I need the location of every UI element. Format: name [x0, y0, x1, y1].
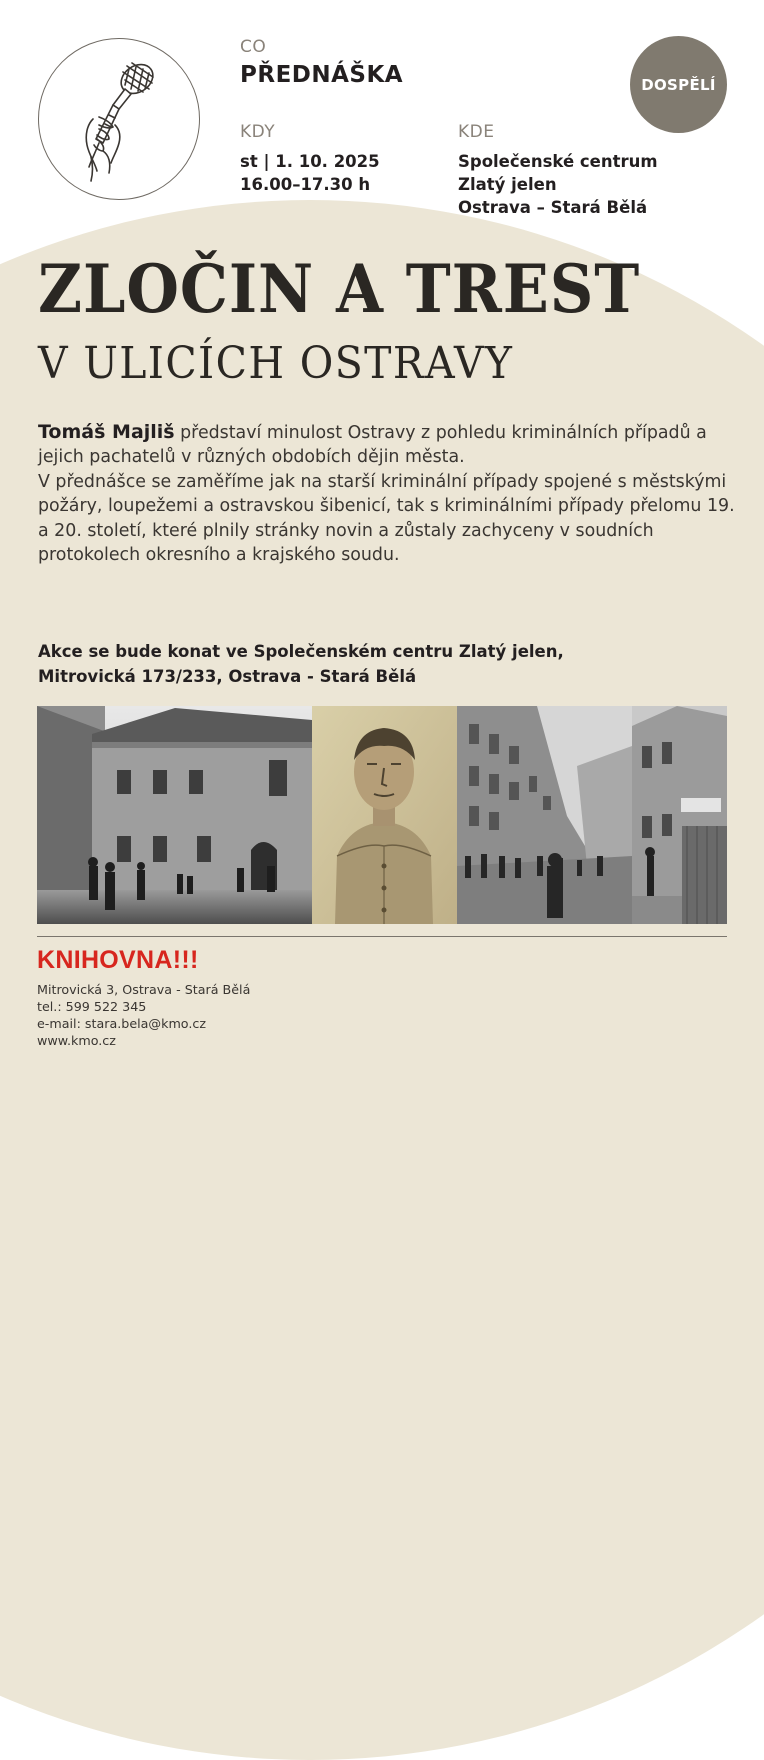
venue-info-line-2: Mitrovická 173/233, Ostrava - Stará Bělá [38, 666, 417, 686]
venue-info-line-1: Akce se bude konat ve Společenském centru Zlatý jelen, [38, 642, 564, 661]
venue-line-3: Ostrava – Stará Bělá [458, 198, 648, 217]
description-paragraph-2: V přednášce se zaměříme jak na starší kriminální případy spojené s městskými požáry, loupežemi a ostravskou šibenicí, tak s kriminálními případy přelomu 19. a 20. století, které plnily stránky novin a zůstaly zachyceny v soudních protokolech okresního a krajského soudu. [38, 471, 735, 566]
subtitle: V ULICÍCH OSTRAVY [38, 338, 514, 389]
library-phone: tel.: 599 522 345 [37, 999, 147, 1014]
photo-street [457, 706, 632, 924]
when-label: KDY [240, 122, 276, 142]
library-logo: KNIHOVNA!!! [37, 946, 199, 974]
library-website: www.kmo.cz [37, 1033, 116, 1048]
venue-line-2: Zlatý jelen [458, 175, 557, 194]
description [38, 420, 738, 567]
photo-portrait [312, 706, 457, 924]
microphone-icon [38, 38, 200, 200]
where-label: KDE [458, 122, 495, 142]
venue-line-1: Společenské centrum [458, 152, 658, 171]
speaker-name: Tomáš Majliš [38, 421, 175, 443]
contact-info [37, 981, 250, 1049]
main-title: ZLOČIN A TREST [38, 250, 641, 328]
event-date: st | 1. 10. 2025 [240, 152, 380, 171]
photo-old-building [37, 706, 312, 924]
event-type: PŘEDNÁŠKA [240, 62, 404, 88]
event-time: 16.00–17.30 h [240, 175, 371, 194]
description-paragraph-1 [38, 420, 738, 470]
footer-divider [37, 936, 727, 937]
library-address: Mitrovická 3, Ostrava - Stará Bělá [37, 982, 251, 997]
venue-info [38, 640, 728, 689]
library-email: e-mail: stara.bela@kmo.cz [37, 1016, 207, 1031]
photo-corner-building [632, 706, 727, 924]
what-label: CO [240, 37, 267, 57]
description-text-1: představí minulost Ostravy z pohledu kriminálních případů a jejich pachatelů v různých obdobích dějin města. [38, 423, 707, 468]
historical-photos [37, 706, 727, 924]
audience-badge: DOSPĚLÍ [630, 36, 727, 133]
